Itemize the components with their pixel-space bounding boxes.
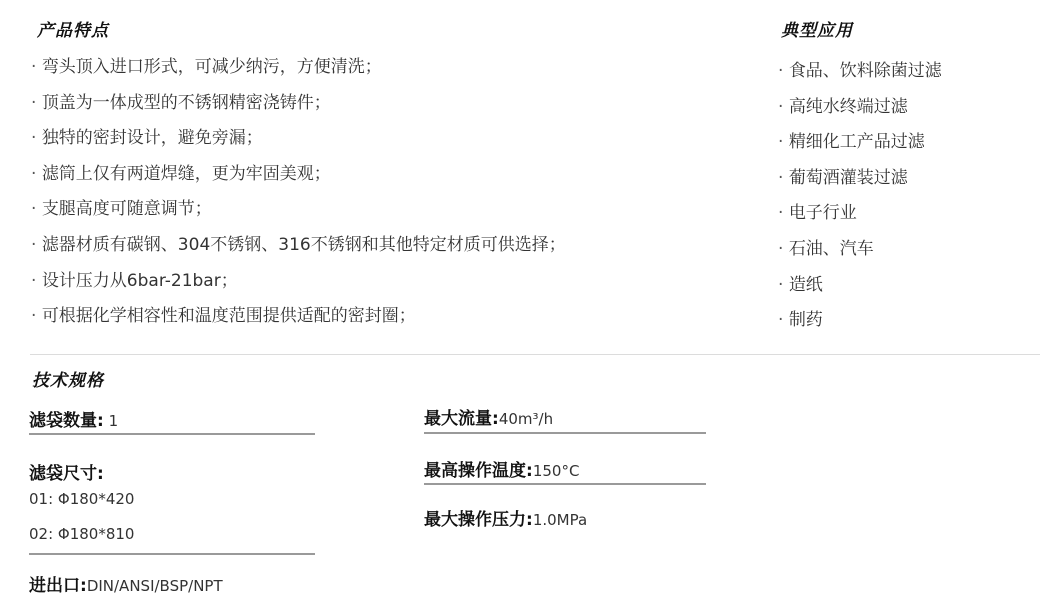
max-flow-value: 40m³/h bbox=[498, 410, 554, 428]
section-divider bbox=[30, 354, 1040, 355]
max-flow-spec bbox=[424, 404, 553, 429]
bag-size-rule bbox=[29, 553, 315, 555]
list-item: · 独特的密封设计，避免旁漏； bbox=[31, 121, 566, 157]
max-temp-value: 150°C bbox=[532, 462, 580, 480]
list-item: · 滤器材质有碳钢、304不锈钢、316不锈钢和其他特定材质可供选择； bbox=[31, 228, 566, 264]
list-item: · 滤筒上仅有两道焊缝，更为牢固美观； bbox=[31, 157, 566, 193]
list-item: · 高纯水终端过滤 bbox=[778, 90, 942, 126]
bag-size-spec bbox=[29, 459, 104, 484]
applications-title: 典型应用 bbox=[781, 21, 853, 41]
list-item: · 设计压力从6bar-21bar； bbox=[31, 264, 566, 300]
max-flow-rule bbox=[424, 432, 706, 434]
bag-count-rule bbox=[29, 433, 315, 435]
port-label: 进出口: bbox=[29, 576, 87, 596]
max-pressure-spec bbox=[424, 505, 587, 530]
max-pressure-label: 最大操作压力: bbox=[424, 510, 533, 530]
list-item: · 弯头顶入进口形式，可减少纳污，方便清洗； bbox=[31, 50, 566, 86]
bag-count-value: 1 bbox=[103, 412, 119, 430]
port-value: DIN/ANSI/BSP/NPT bbox=[86, 577, 223, 595]
features-list bbox=[31, 50, 566, 335]
bag-size-label: 滤袋尺寸: bbox=[29, 464, 104, 484]
bag-size-value-1: 01: Φ180*420 bbox=[29, 490, 135, 508]
max-temp-label: 最高操作温度: bbox=[424, 461, 533, 481]
list-item: · 支腿高度可随意调节； bbox=[31, 192, 566, 228]
max-temp-spec bbox=[424, 456, 579, 481]
bag-count-label: 滤袋数量: bbox=[29, 411, 104, 431]
list-item: · 食品、饮料除菌过滤 bbox=[778, 54, 942, 90]
bag-size-value-2: 02: Φ180*810 bbox=[29, 525, 135, 543]
list-item: · 制药 bbox=[778, 303, 942, 339]
bag-count-spec bbox=[29, 406, 118, 431]
list-item: · 可根据化学相容性和温度范围提供适配的密封圈； bbox=[31, 299, 566, 335]
list-item: · 精细化工产品过滤 bbox=[778, 125, 942, 161]
max-flow-label: 最大流量: bbox=[424, 409, 499, 429]
specs-title: 技术规格 bbox=[32, 371, 104, 391]
features-title: 产品特点 bbox=[37, 21, 109, 41]
max-pressure-value: 1.0MPa bbox=[532, 511, 588, 529]
max-temp-rule bbox=[424, 483, 706, 485]
port-spec bbox=[29, 571, 223, 596]
list-item: · 石油、汽车 bbox=[778, 232, 942, 268]
list-item: · 顶盖为一体成型的不锈钢精密浇铸件； bbox=[31, 86, 566, 122]
list-item: · 造纸 bbox=[778, 268, 942, 304]
applications-list bbox=[778, 54, 942, 339]
list-item: · 葡萄酒灌装过滤 bbox=[778, 161, 942, 197]
list-item: · 电子行业 bbox=[778, 196, 942, 232]
